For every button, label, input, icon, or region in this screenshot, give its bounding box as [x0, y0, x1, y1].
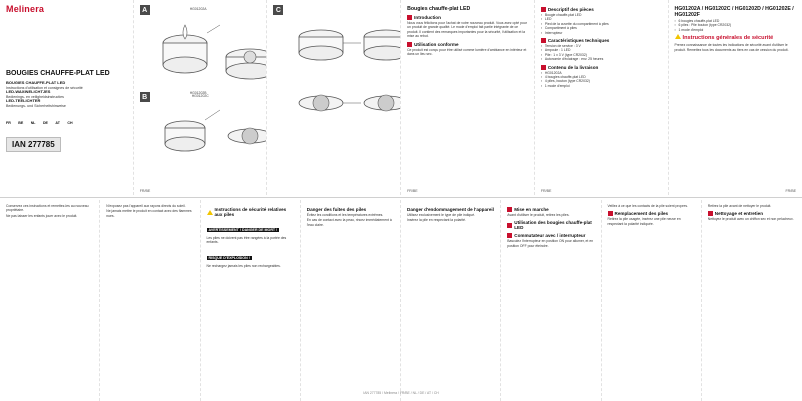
paragraph: Ce produit est conçu pour être utilisé comme lumière d'ambiance en intérieur et dans un lieu sec. [407, 47, 527, 57]
list-item: ▪ Pile : 1 x 3 V (type CR2032) [541, 53, 662, 57]
warning-label: RISQUE D'EXPLOSION ! [208, 255, 250, 260]
paragraph: Conservez ces instructions et remettez-les au nouveau propriétaire. [6, 204, 89, 213]
page-number: FR/BE [407, 189, 418, 193]
warning-triangle-icon [207, 210, 213, 215]
text-col-4 [301, 200, 401, 401]
figure-label-a: A [140, 5, 150, 15]
bullet-square-icon [708, 211, 713, 216]
leaflet-row-top [0, 0, 802, 195]
list-item: ▪ Autonomie d'éclairage : env. 25 heures [541, 57, 662, 61]
paragraph: Nous vous félicitons pour l'achat de votre nouveau produit. Vous avez opté pour un produit de grande qualité. Le mode d'emploi fait partie intégrante de ce produit. Il contient des remarques importantes pour la sécurité, l'utilisation et la mise au rebut. [407, 21, 527, 39]
list-item: ▪ Compartiment à piles [541, 26, 662, 30]
section-heading: Commutateur avec / interrupteur [507, 233, 594, 238]
warning-label: AVERTISSEMENT ! DANGER DE MORT ! [208, 228, 278, 232]
flag-label: NL [30, 120, 36, 125]
section-heading: Danger des fuites des piles [306, 207, 367, 212]
page-number: FR/BE [139, 189, 151, 193]
cover-panel [0, 0, 134, 195]
paragraph: Retirez la pile usagée, insérez une pile neuve en respectant la polarité indiquée. [607, 217, 681, 226]
paragraph: Nettoyez le produit avec un chiffon sec et non pelucheux. [707, 217, 794, 222]
list-item: ▪ Pied de la cuvette du compartiment à piles [541, 22, 662, 26]
cover-line: LED-WAXINELICHTJES [6, 89, 51, 95]
flag-label: BE [18, 120, 24, 125]
list-item: ▪ Tension de service : 3 V [541, 44, 662, 48]
text-col-8 [702, 200, 802, 401]
list-item: ▪ Interrupteur [541, 31, 662, 35]
list-item: ▪ HG01202A [541, 71, 662, 75]
text-col-2 [100, 200, 200, 401]
row-separator [0, 197, 802, 198]
bullet-square-icon [507, 233, 512, 238]
text-col-7 [602, 200, 702, 401]
paragraph: Basculez l'interrupteur en position ON pour allumer, et en position OFF pour éteindre. [507, 239, 594, 248]
cover-line: BOUGIES CHAUFFE-PLAT LED [6, 80, 66, 85]
section-heading: Danger d'endommagement de l'appareil [407, 207, 494, 212]
paragraph: N'exposez pas l'appareil aux rayons directs du soleil. [106, 204, 186, 208]
paragraph: Retirez la pile avant de nettoyer le produit. [707, 204, 772, 208]
cover-title-lines [6, 81, 127, 109]
tealight-illustration [150, 13, 268, 93]
figure-a-panel [134, 0, 268, 195]
figure-a-code: HG01202B [189, 91, 207, 95]
list-item: ▪ 1 mode d'emploi [675, 28, 797, 32]
flag-label: FR [6, 120, 11, 125]
footer-line: IAN 277785 / Melinera / FR/BE / NL / DE / AT / CH [363, 391, 439, 395]
ian-number: IAN 277785 [6, 137, 61, 152]
paragraph: Évitez les conditions et les températures extrêmes. [306, 213, 384, 217]
cover-title: BOUGIES CHAUFFE-PLAT LED [6, 70, 110, 77]
cover-line: LED-TEELICHTER [6, 98, 41, 104]
bullet-square-icon [541, 65, 546, 70]
section-heading: Caractéristiques techniques [541, 38, 662, 43]
section-heading: Contenu de la livraison [541, 65, 662, 70]
page-number: FR/BE [540, 189, 552, 193]
cover-line: Instructions d'utilisation et consignes de sécurité [6, 85, 83, 90]
bullet-square-icon [507, 223, 512, 228]
section-heading: Introduction [407, 15, 528, 20]
figure-c [273, 5, 394, 91]
list-item: ▪ 4 bougies chauffe-plat LED [541, 75, 662, 79]
warning-triangle-icon [675, 34, 681, 39]
paragraph: Veillez à ce que les contacts de la pile soient propres. [607, 204, 688, 208]
list-item: ▪ 4 piles, bouton (type CR2032) [541, 79, 662, 83]
paragraph: En cas de contact avec la peau, rincez immédiatement à l'eau claire. [306, 218, 392, 227]
cover-line: Bedienungs- und Sicherheitshinweise [6, 103, 66, 108]
bullet-square-icon [407, 42, 412, 47]
leaflet-row-bottom [0, 200, 802, 401]
flag-label: AT [55, 120, 60, 125]
list-item: ▪ Bougie chauffe-plat LED [541, 13, 662, 17]
paragraph: Ne pas laisser les enfants jouer avec le produit. [6, 213, 78, 218]
paragraph: Ne jamais mettre le produit en contact avec des flammes nues. [106, 209, 192, 218]
bullet-square-icon [541, 38, 546, 43]
list-item: ▪ 6 bougies chauffe-plat LED [675, 19, 797, 23]
battery-replacement-illustration [281, 13, 401, 173]
figure-label-b: B [140, 92, 150, 102]
paragraph: Utilisez exclusivement le type de pile indiqué. [407, 213, 476, 217]
bullet-square-icon [407, 15, 412, 20]
paragraph: Prenez connaissance de toutes les indications de sécurité avant d'utiliser le produit. Remettez tous les documents au tiers en cas de cession du produit. [674, 43, 789, 52]
section-heading: Instructions de sécurité relatives aux piles [207, 207, 294, 217]
section-heading: Utilisation des bougies chauffe-plat LED [507, 220, 594, 230]
section-heading: Descriptif des pièces [541, 7, 662, 12]
figure-b [140, 92, 261, 178]
figure-a [140, 5, 261, 95]
text-col-6 [501, 200, 601, 401]
text-col-5 [401, 200, 501, 401]
country-flags [6, 111, 127, 129]
paragraph: Les piles ne doivent pas être rangées à la portée des enfants. [206, 236, 287, 245]
paragraph: Avant d'utiliser le produit, retirez les piles. [507, 213, 570, 217]
flag-label: DE [42, 120, 48, 125]
flag-label: CH [67, 120, 73, 125]
list-item: ▪ 6 piles : Pile bouton (type CR2032) [675, 23, 797, 27]
section-heading: Mise en marche [507, 207, 594, 212]
figure-label-c: C [273, 5, 283, 15]
list-item: ▪ Ampoule : 1 LED [541, 48, 662, 52]
figure-a-code: HG01202A [189, 7, 207, 11]
brand-logo: Melinera [6, 4, 45, 14]
bullet-square-icon [541, 7, 546, 12]
paragraph: Ne rechargez jamais les piles non rechargeables. [206, 263, 281, 268]
list-item: ▪ 1 mode d'emploi [541, 84, 662, 88]
section-title: Bougies chauffe-plat LED [407, 6, 471, 12]
section-heading: Nettoyage et entretien [708, 211, 796, 216]
list-item: ▪ LED [541, 17, 662, 21]
section-heading: Utilisation conforme [407, 42, 528, 47]
text-col-1 [0, 200, 100, 401]
figure-c-panel [267, 0, 401, 195]
section-heading: Remplacement des piles [608, 211, 695, 216]
cover-line: Bedienings- en veiligheidsinstructies [6, 94, 64, 99]
text-panel-safety [669, 0, 802, 195]
page-number: FR/BE [785, 189, 797, 193]
tealight-battery-illustration [150, 100, 268, 170]
paragraph: Insérez la pile en respectant la polarité. [407, 218, 466, 223]
bullet-square-icon [608, 211, 613, 216]
figure-b-code: HG01202C [191, 94, 209, 98]
safety-heading: Instructions générales de sécurité [675, 34, 797, 41]
text-panel-specs [535, 0, 669, 195]
text-panel-intro [401, 0, 535, 195]
text-col-3 [201, 200, 301, 401]
bullet-square-icon [507, 207, 512, 212]
models-heading: HG01202A / HG01202C / HG01202D / HG01202E / HG01202F [674, 6, 794, 18]
